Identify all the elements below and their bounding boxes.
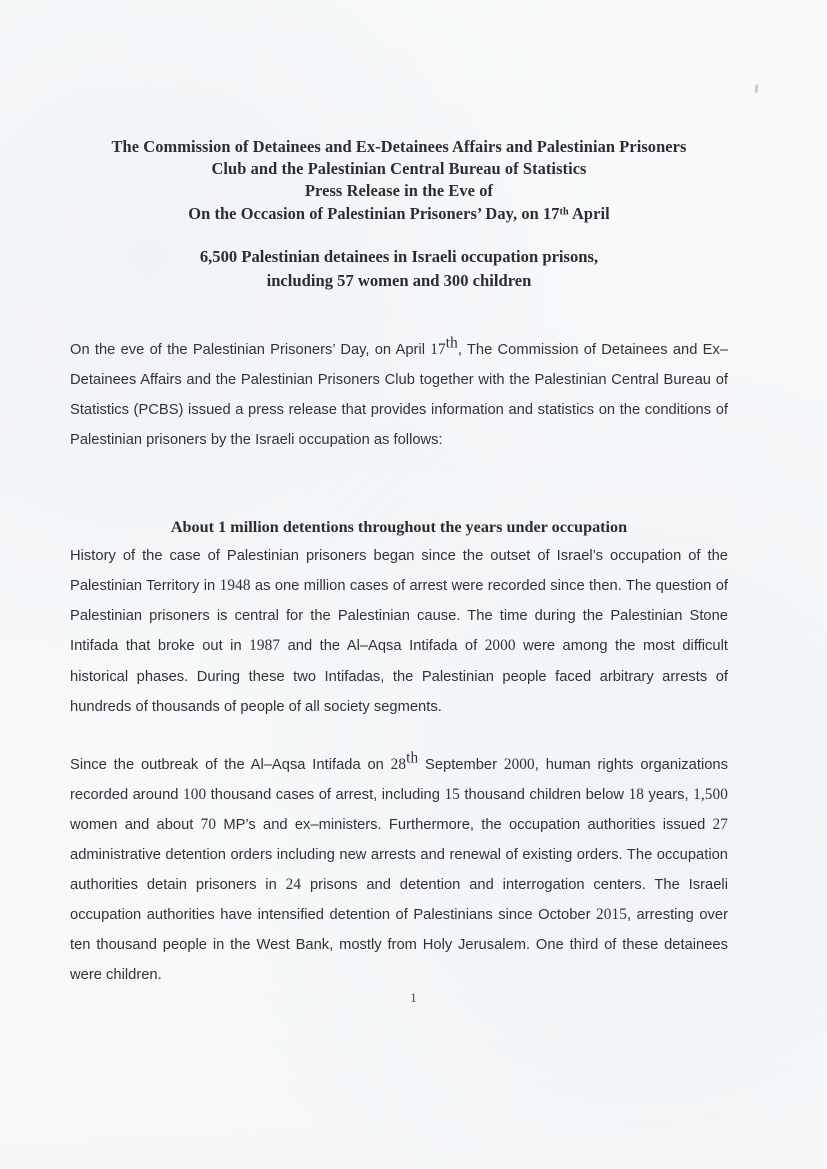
page-number: 1 — [410, 990, 417, 1005]
p3-number-4: 15 — [444, 785, 460, 803]
p1-number-1: 17 — [430, 340, 446, 358]
p3-number-5: 18 — [628, 785, 645, 803]
p3-text-5: thousand children below — [459, 786, 629, 803]
p3-text-9: administrative detention orders including new arrests and renewal of existing orders. The occupation authorities detain prisoners in — [70, 847, 728, 894]
p3-text-8: MP’s and ex–ministers. Furthermore, the occupation authorities issued — [216, 816, 713, 833]
p3-number-6: 1,500 — [693, 785, 728, 803]
subtitle-line-1: 6,500 Palestinian detainees in Israeli occupation prisons, — [199, 246, 599, 266]
p2-number-1: 1948 — [219, 577, 251, 595]
title-line-1: The Commission of Detainees and Ex-Detainees Affairs and Palestinian Prisoners — [111, 137, 687, 156]
title-line-3: Press Release in the Eve of — [304, 181, 494, 201]
p3-text-11: , arresting over ten thousand people in the West Bank, mostly from Holy Jerusalem. One third of these detainees were children. — [70, 907, 728, 984]
p1-ordinal-suffix: th — [445, 334, 458, 352]
paragraph-intifada-statistics — [70, 750, 728, 991]
subtitle-line-2: including 57 women and 300 children — [266, 270, 532, 290]
section-block-detentions — [70, 517, 728, 722]
title-line-4 — [70, 203, 728, 225]
title-line-4-tail: April — [568, 203, 610, 223]
p3-text-2: September — [418, 756, 504, 773]
section-heading-detentions: About 1 million detentions throughout the years under occupation — [170, 518, 628, 537]
p3-text-3: , human rights organizations recorded around — [70, 756, 728, 803]
p2-number-2: 1987 — [249, 637, 281, 655]
p3-number-7: 70 — [200, 815, 217, 833]
p3-text-10: prisons and detention and interrogation centers. The Israeli occupation authorities have intensified detention of Palestinians since October — [70, 877, 728, 924]
document-subtitle-block — [70, 245, 728, 293]
p2-text-3: and the Al–Aqsa Intifada of — [280, 638, 485, 655]
p3-text-4: thousand cases of arrest, including — [206, 786, 445, 803]
p2-number-3: 2000 — [484, 637, 516, 655]
scan-artifact-speck — [755, 84, 759, 93]
p3-number-3: 100 — [182, 785, 207, 803]
title-ordinal-suffix: th — [559, 206, 569, 218]
p3-text-1: Since the outbreak of the Al–Aqsa Intifada on — [70, 756, 391, 773]
p3-number-2: 2000 — [503, 755, 535, 773]
paragraph-intro — [70, 335, 728, 455]
p3-number-9: 24 — [285, 876, 302, 894]
p3-number-10: 2015 — [596, 906, 627, 924]
p3-ordinal-suffix: th — [406, 749, 419, 767]
p2-text-1: History of the case of Palestinian prisoners began since the outset of Israel’s occupation of the Palestinian Territory in — [70, 548, 728, 595]
p3-text-6: years, — [644, 786, 694, 803]
p1-text-1: On the eve of the Palestinian Prisoners’ Day, on April — [70, 341, 431, 358]
title-line-2: Club and the Palestinian Central Bureau of Statistics — [211, 159, 587, 179]
p3-number-8: 27 — [712, 815, 729, 833]
p2-text-2: as one million cases of arrest were recorded since then. The question of Palestinian prisoners is central for the Palestinian cause. The time during the Palestinian Stone Intifada that broke out in — [70, 578, 728, 655]
p3-number-1: 28 — [390, 755, 407, 773]
document-title-block — [70, 136, 728, 225]
paragraph-history — [70, 541, 728, 722]
p3-text-7: women and about — [70, 816, 201, 833]
p2-text-4: were among the most difficult historical phases. During these two Intifadas, the Palestinian people faced arbitrary arrests of hundreds of thousands of people of all society segments. — [70, 638, 728, 715]
p1-text-2: , The Commission of Detainees and Ex–Detainees Affairs and the Palestinian Prisoners Club together with the Palestinian Central Bureau of Statistics (PCBS) issued a press release that provides information and statistics on the conditions of Palestinian prisoners by the Israeli occupation as follows: — [70, 341, 729, 449]
title-line-4-text: On the Occasion of Palestinian Prisoners’ Day, on 17 — [188, 203, 560, 223]
document-content — [70, 0, 728, 991]
